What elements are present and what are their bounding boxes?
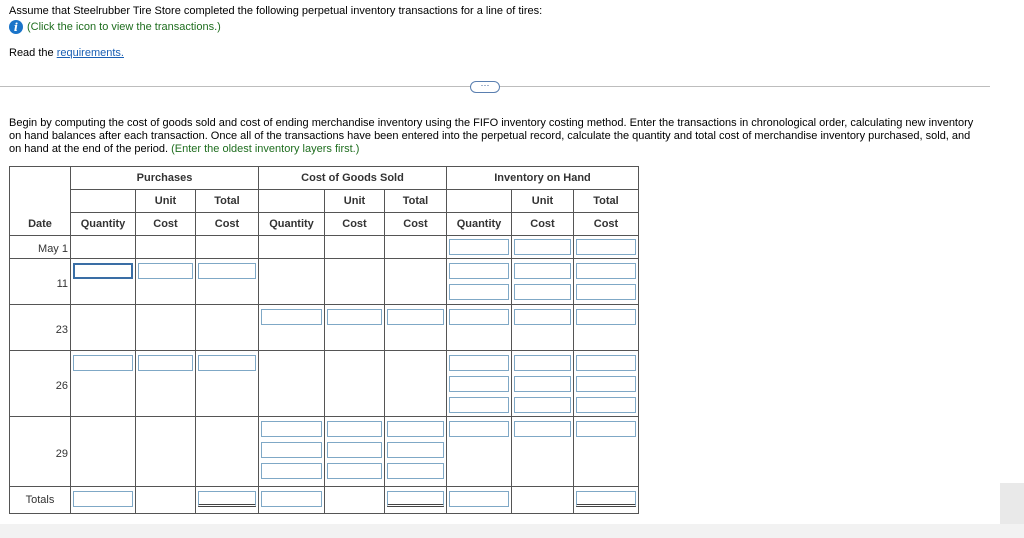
- header-unit: Unit: [136, 190, 196, 213]
- cogs-quantity-cell: [259, 305, 325, 351]
- header-blank: [71, 190, 136, 213]
- instructions: [9, 117, 984, 156]
- purchase-quantity-cell: [71, 259, 136, 305]
- on-hand-total-cost-input[interactable]: [576, 376, 636, 392]
- empty-cell: [259, 351, 325, 417]
- purchase-quantity-input[interactable]: [73, 355, 133, 371]
- purchase-total-cost-cell: [196, 259, 259, 305]
- on-hand-unit-cost-input[interactable]: [514, 239, 571, 255]
- header-total: Total: [385, 190, 447, 213]
- empty-cell: [196, 417, 259, 487]
- purchase-quantity-input[interactable]: [73, 263, 133, 279]
- header-cost: Cost: [512, 213, 574, 236]
- cogs-unit-cost-input[interactable]: [327, 309, 382, 325]
- purchase-total-cost-total-input[interactable]: [198, 491, 256, 507]
- table-row-23: [10, 305, 639, 351]
- header-cost: Cost: [136, 213, 196, 236]
- cogs-total-cost-input[interactable]: [387, 463, 444, 479]
- purchase-unit-cost-input[interactable]: [138, 263, 193, 279]
- on-hand-total-cost-input[interactable]: [576, 284, 636, 300]
- empty-cell: [259, 259, 325, 305]
- on-hand-quantity-total-cell: [447, 487, 512, 514]
- empty-cell: [385, 351, 447, 417]
- empty-cell: [259, 236, 325, 259]
- on-hand-quantity-input[interactable]: [449, 239, 509, 255]
- on-hand-quantity-input[interactable]: [449, 355, 509, 371]
- on-hand-quantity-cell: [447, 417, 512, 487]
- date-label: 11: [56, 277, 68, 290]
- on-hand-quantity-total-input[interactable]: [449, 491, 509, 507]
- on-hand-unit-cost-input[interactable]: [514, 421, 571, 437]
- cogs-total-cost-total-cell: [385, 487, 447, 514]
- row-date: [10, 236, 71, 259]
- cogs-quantity-input[interactable]: [261, 309, 322, 325]
- purchase-total-cost-total-cell: [196, 487, 259, 514]
- on-hand-unit-cost-input[interactable]: [514, 309, 571, 325]
- on-hand-unit-cost-cell: [512, 417, 574, 487]
- on-hand-total-cost-cell: [574, 259, 639, 305]
- cogs-total-cost-total-input[interactable]: [387, 491, 444, 507]
- on-hand-quantity-input[interactable]: [449, 421, 509, 437]
- on-hand-unit-cost-cell: [512, 305, 574, 351]
- row-date: [10, 259, 71, 305]
- cogs-total-cost-input[interactable]: [387, 309, 444, 325]
- scroll-shade: [1000, 483, 1024, 524]
- date-label: May 1: [38, 243, 68, 255]
- more-button[interactable]: ⋯: [470, 81, 500, 93]
- purchase-unit-cost-input[interactable]: [138, 355, 193, 371]
- on-hand-unit-cost-cell: [512, 236, 574, 259]
- on-hand-quantity-input[interactable]: [449, 376, 509, 392]
- date-label: 23: [55, 323, 68, 336]
- on-hand-unit-cost-input[interactable]: [514, 397, 571, 413]
- on-hand-quantity-input[interactable]: [449, 397, 509, 413]
- on-hand-total-cost-cell: [574, 351, 639, 417]
- on-hand-quantity-input[interactable]: [449, 284, 509, 300]
- empty-cell: [71, 236, 136, 259]
- table-row-29: [10, 417, 639, 487]
- on-hand-unit-cost-input[interactable]: [514, 284, 571, 300]
- transactions-hint[interactable]: [9, 20, 221, 34]
- on-hand-unit-cost-input[interactable]: [514, 263, 571, 279]
- on-hand-total-cost-input[interactable]: [576, 397, 636, 413]
- empty-cell: [136, 236, 196, 259]
- on-hand-total-cost-input[interactable]: [576, 239, 636, 255]
- purchase-unit-cost-cell: [136, 351, 196, 417]
- header-quantity: Quantity: [447, 213, 512, 236]
- cogs-quantity-input[interactable]: [261, 421, 322, 437]
- totals-label: Totals: [10, 487, 71, 514]
- empty-cell: [325, 259, 385, 305]
- purchase-quantity-total-input[interactable]: [73, 491, 133, 507]
- on-hand-total-cost-cell: [574, 236, 639, 259]
- header-blank: [447, 190, 512, 213]
- header-cost: Cost: [385, 213, 447, 236]
- on-hand-total-cost-cell: [574, 417, 639, 487]
- empty-cell: [136, 305, 196, 351]
- instructions-text: Begin by computing the cost of goods sold and cost of ending merchandise inventory using the FIFO inventory costing method. Enter the transactions in chronological order, calculating new inventory on hand balances after each transaction. Once all of the transactions have been entered into the perpetual record, calculate the quantity and total cost of merchandise inventory purchased, sold, and on hand at the end of the period.: [9, 117, 974, 155]
- cogs-unit-cost-cell: [325, 417, 385, 487]
- header-purchases: Purchases: [71, 167, 259, 190]
- empty-cell: [325, 351, 385, 417]
- on-hand-quantity-cell: [447, 259, 512, 305]
- on-hand-total-cost-input[interactable]: [576, 355, 636, 371]
- on-hand-total-cost-input[interactable]: [576, 309, 636, 325]
- cogs-total-cost-input[interactable]: [387, 442, 444, 458]
- empty-cell: [512, 487, 574, 514]
- on-hand-quantity-input[interactable]: [449, 309, 509, 325]
- on-hand-quantity-input[interactable]: [449, 263, 509, 279]
- cogs-unit-cost-input[interactable]: [327, 421, 382, 437]
- row-date: [10, 351, 71, 417]
- fifo-perpetual-record-table: [9, 166, 639, 514]
- header-blank: [10, 190, 71, 213]
- row-date: [10, 305, 71, 351]
- table-row-11: [10, 259, 639, 305]
- empty-cell: [71, 417, 136, 487]
- empty-cell: [196, 305, 259, 351]
- purchase-quantity-cell: [71, 351, 136, 417]
- empty-cell: [325, 236, 385, 259]
- header-blank: [259, 190, 325, 213]
- on-hand-total-cost-total-cell: [574, 487, 639, 514]
- cogs-quantity-total-input[interactable]: [261, 491, 322, 507]
- on-hand-unit-cost-input[interactable]: [514, 376, 571, 392]
- header-quantity: Quantity: [259, 213, 325, 236]
- on-hand-quantity-cell: [447, 236, 512, 259]
- read-prefix: Read the: [9, 47, 57, 59]
- requirements-link[interactable]: requirements.: [56, 47, 124, 59]
- cogs-quantity-input[interactable]: [261, 463, 322, 479]
- on-hand-unit-cost-cell: [512, 259, 574, 305]
- on-hand-total-cost-input[interactable]: [576, 263, 636, 279]
- cogs-total-cost-cell: [385, 305, 447, 351]
- header-blank: [10, 167, 71, 190]
- header-quantity: Quantity: [71, 213, 136, 236]
- purchase-quantity-total-cell: [71, 487, 136, 514]
- header-cost: Cost: [325, 213, 385, 236]
- on-hand-total-cost-total-input[interactable]: [576, 491, 636, 507]
- date-label: 26: [55, 379, 68, 392]
- cogs-quantity-input[interactable]: [261, 442, 322, 458]
- empty-cell: [385, 259, 447, 305]
- header-date: Date: [10, 213, 71, 236]
- cogs-total-cost-input[interactable]: [387, 421, 444, 437]
- on-hand-unit-cost-input[interactable]: [514, 355, 571, 371]
- header-total: Total: [196, 190, 259, 213]
- empty-cell: [196, 236, 259, 259]
- cogs-total-cost-cell: [385, 417, 447, 487]
- header-unit: Unit: [325, 190, 385, 213]
- read-requirements: [9, 47, 124, 59]
- info-icon[interactable]: i: [9, 20, 23, 34]
- purchase-total-cost-cell: [196, 351, 259, 417]
- header-cost: Cost: [574, 213, 639, 236]
- purchase-total-cost-input[interactable]: [198, 355, 256, 371]
- empty-cell: [136, 417, 196, 487]
- cogs-unit-cost-input[interactable]: [327, 442, 382, 458]
- table-row-26: [10, 351, 639, 417]
- header-cogs: Cost of Goods Sold: [259, 167, 447, 190]
- header-total: Total: [574, 190, 639, 213]
- header-unit: Unit: [512, 190, 574, 213]
- row-date: [10, 417, 71, 487]
- empty-cell: [385, 236, 447, 259]
- on-hand-quantity-cell: [447, 305, 512, 351]
- on-hand-quantity-cell: [447, 351, 512, 417]
- table-row-may-1: [10, 236, 639, 259]
- date-label: 29: [55, 447, 68, 460]
- hint-text: (Click the icon to view the transactions.): [27, 21, 221, 33]
- header-cost: Cost: [196, 213, 259, 236]
- purchase-unit-cost-cell: [136, 259, 196, 305]
- cogs-quantity-cell: [259, 417, 325, 487]
- bottom-bar: [0, 524, 1024, 538]
- cogs-unit-cost-input[interactable]: [327, 463, 382, 479]
- instructions-hint: (Enter the oldest inventory layers first.): [171, 143, 360, 155]
- on-hand-total-cost-cell: [574, 305, 639, 351]
- purchase-total-cost-input[interactable]: [198, 263, 256, 279]
- empty-cell: [71, 305, 136, 351]
- on-hand-unit-cost-cell: [512, 351, 574, 417]
- empty-cell: [136, 487, 196, 514]
- cogs-quantity-total-cell: [259, 487, 325, 514]
- on-hand-total-cost-input[interactable]: [576, 421, 636, 437]
- empty-cell: [325, 487, 385, 514]
- table-row-totals: [10, 487, 639, 514]
- cogs-unit-cost-cell: [325, 305, 385, 351]
- intro-text: Assume that Steelrubber Tire Store completed the following perpetual inventory transactions for a line of tires:: [9, 5, 543, 17]
- header-on-hand: Inventory on Hand: [447, 167, 639, 190]
